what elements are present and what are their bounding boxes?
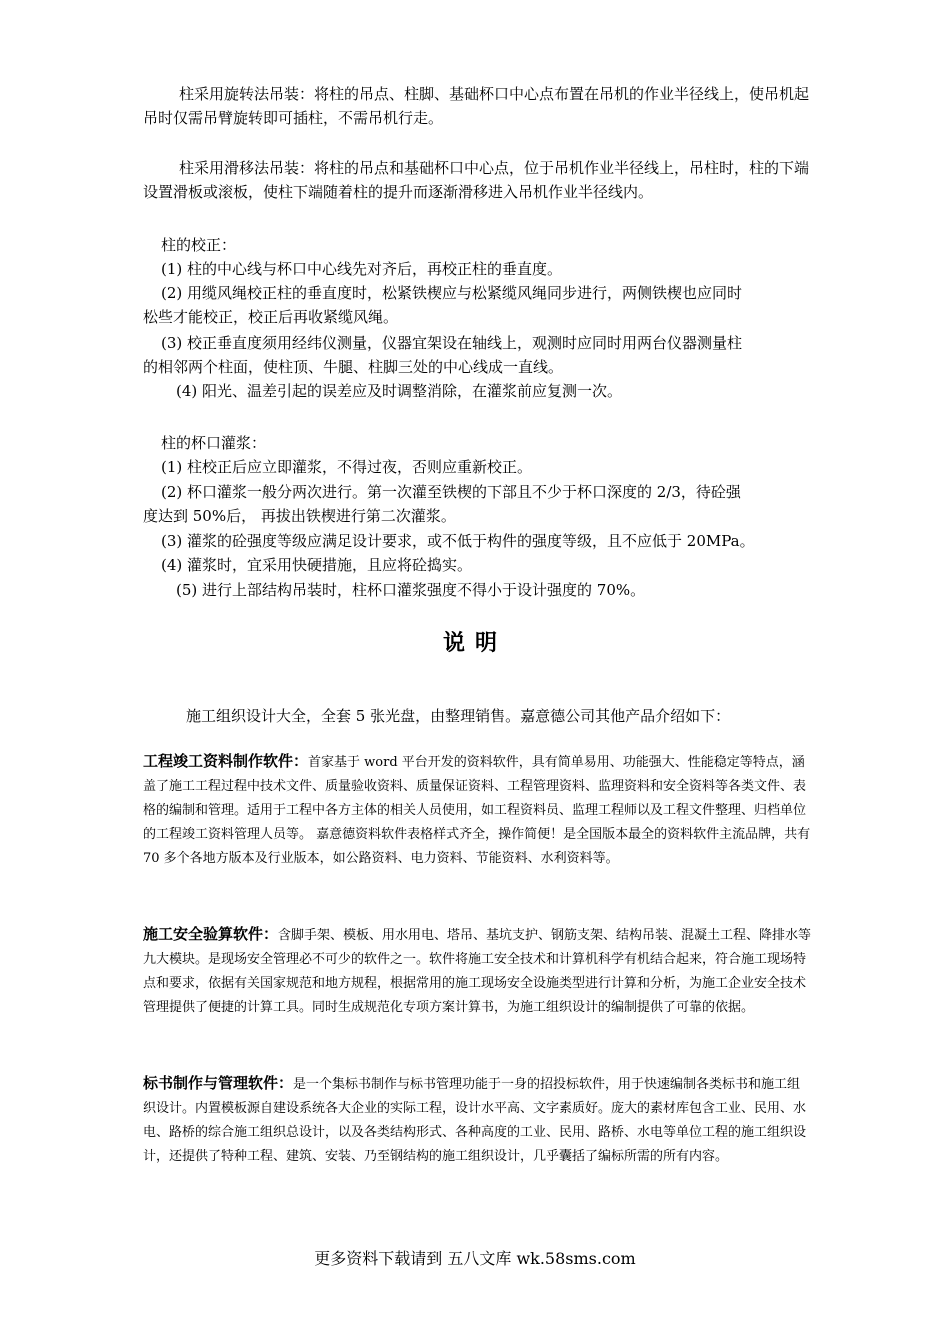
product-name: 工程竣工资料制作软件： xyxy=(143,752,309,770)
product-description: 首家基于 word 平台开发的资料软件，具有简单易用、功能强大、性能稳定等特点，涵盖了施工工程过程中技术文件、质量验收资料、质量保证资料、工程管理资料、监理资料和安全资料等各类文件、表格的编制和管理。适用于工程中各方主体的相关人员使用，如工程资料员、监理工程师以及工程文件整理、归档单位的工程竣工资料管理人员等。 嘉意德资料软件表格样式齐全，操作简便！是全国版本最全的资料软件主流品牌，共有 70 多个各地方版本及行业版本，如公路资料、电力资料、节能资料、水利资料等。 xyxy=(143,755,811,866)
correction-item-2-line-2: 松些才能校正，校正后再收紧缆风绳。 xyxy=(143,308,399,326)
grouting-heading: 柱的杯口灌浆： xyxy=(161,434,267,452)
product-description: 含脚手架、模板、用水用电、塔吊、基坑支护、钢筋支架、结构吊装、混凝土工程、降排水等九大模块。是现场安全管理必不可少的软件之一。软件将施工安全技术和计算机科学有机结合起来，符合施工现场特点和要求，依据有关国家规范和地方规程，根据常用的施工现场安全设施类型进行计算和分析，为施工企业安全技术管理提供了便捷的计算工具。同时生成规范化专项方案计算书，为施工组织设计的编制提供了可靠的依据。 xyxy=(143,928,812,1015)
footer-download-link[interactable]: 更多资料下载请到 五八文库 wk.58sms.com xyxy=(314,1249,636,1268)
correction-item-3-line-2: 的相邻两个柱面，使柱顶、牛腿、柱脚三处的中心线成一直线。 xyxy=(143,358,564,376)
sliding-method-paragraph: 柱采用滑移法吊装：将柱的吊点和基础杯口中心点，位于吊机作业半径线上，吊柱时，柱的下端设置滑板或滚板，使柱下端随着柱的提升而逐渐滑移进入吊机作业半径线内。 xyxy=(143,159,810,201)
grouting-item-2-line-2: 度达到 50%后， 再拔出铁楔进行第二次灌浆。 xyxy=(143,507,456,525)
grouting-item-1: (1) 柱校正后应立即灌浆，不得过夜，否则应重新校正。 xyxy=(161,458,533,476)
explanation-intro: 施工组织设计大全，全套 5 张光盘，由整理销售。嘉意德公司其他产品介绍如下： xyxy=(186,707,731,725)
grouting-item-2-line-1: (2) 杯口灌浆一般分两次进行。第一次灌至铁楔的下部且不少于杯口深度的 2/3，待砼强 xyxy=(161,483,741,501)
product-safety-software xyxy=(143,922,813,1020)
product-bidding-software xyxy=(143,1071,813,1169)
explanation-title: 说明 xyxy=(442,631,507,656)
rotation-method-paragraph: 柱采用旋转法吊装：将柱的吊点、柱脚、基础杯口中心点布置在吊机的作业半径线上，使吊机起吊时仅需吊臂旋转即可插柱，不需吊机行走。 xyxy=(143,85,810,127)
grouting-item-3: (3) 灌浆的砼强度等级应满足设计要求，或不低于构件的强度等级，且不应低于 20MPa。 xyxy=(161,532,755,550)
correction-item-2-line-1: (2) 用缆风绳校正柱的垂直度时，松紧铁楔应与松紧缆风绳同步进行，两侧铁楔也应同时 xyxy=(161,284,743,302)
grouting-item-4: (4) 灌浆时，宜采用快硬措施，且应将砼捣实。 xyxy=(161,556,473,574)
correction-item-3-line-1: (3) 校正垂直度须用经纬仪测量，仪器宜架设在轴线上，观测时应同时用两台仪器测量柱 xyxy=(161,334,743,352)
product-description: 是一个集标书制作与标书管理功能于一身的招投标软件，用于快速编制各类标书和施工组织设计。内置模板源自建设系统各大企业的实际工程，设计水平高、文字素质好。庞大的素材库包含工业、民用、水电、路桥的综合施工组织总设计，以及各类结构形式、各种高度的工业、民用、路桥、水电等单位工程的施工组织设计，还提供了特种工程、建筑、安装、乃至钢结构的施工组织设计，几乎囊括了编标所需的所有内容。 xyxy=(143,1077,807,1164)
correction-item-1: (1) 柱的中心线与杯口中心线先对齐后，再校正柱的垂直度。 xyxy=(161,260,563,278)
correction-item-4: (4) 阳光、温差引起的误差应及时调整消除，在灌浆前应复测一次。 xyxy=(176,382,623,400)
product-completion-software xyxy=(143,749,813,871)
product-name: 标书制作与管理软件： xyxy=(143,1074,294,1092)
grouting-item-5: (5) 进行上部结构吊装时，柱杯口灌浆强度不得小于设计强度的 70%。 xyxy=(176,581,646,599)
product-name: 施工安全验算软件： xyxy=(143,925,279,943)
correction-heading: 柱的校正： xyxy=(161,236,237,254)
